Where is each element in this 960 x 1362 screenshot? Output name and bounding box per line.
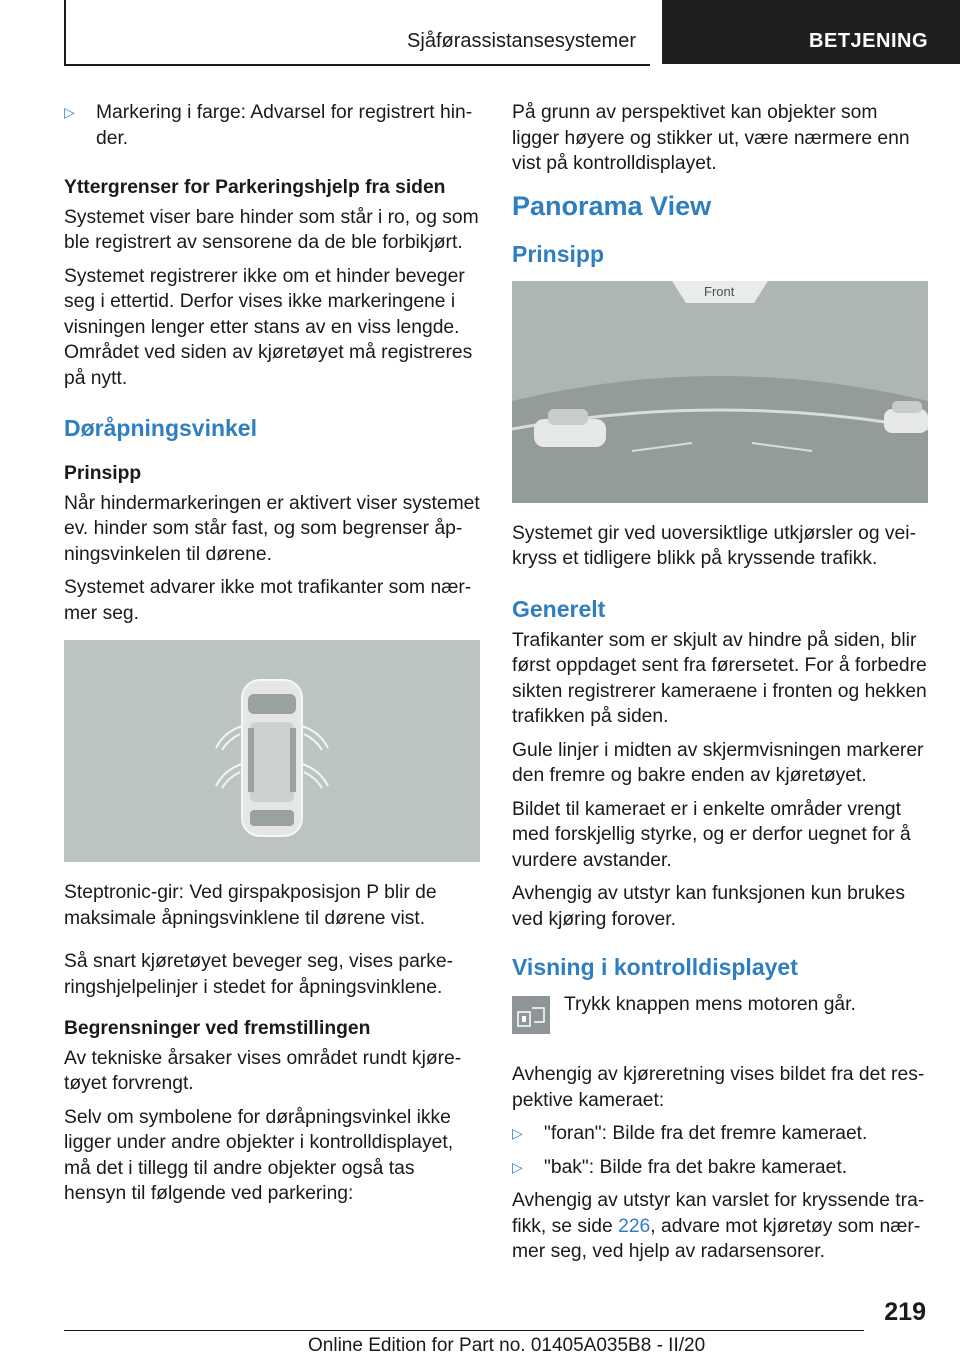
paragraph: På grunn av perspektivet kan objekter som ligger høyere og stikker ut, være nærmere enn vist på kontrolldisplayet. xyxy=(512,102,910,174)
page-link-226[interactable]: 226 xyxy=(618,1215,651,1237)
triangle-bullet-icon: ▷ xyxy=(64,104,75,120)
paragraph-cross-traffic: Avhengig av utstyr kan varslet for kryssende trafikk, se side 226, advare mot kjøretøy som nærmer seg, ved hjelp av radarsensorer. xyxy=(512,1190,925,1262)
button-instruction-text: Trykk knappen mens motoren går. xyxy=(564,994,856,1015)
paragraph: Systemet viser bare hinder som står i ro, og som ble registrert av sensorene da de ble forbikjørt. xyxy=(64,206,479,253)
list-item xyxy=(512,1121,928,1147)
car-top-view-illustration xyxy=(64,640,480,862)
heading-limits: Yttergrenser for Parkeringshjelp fra siden xyxy=(64,177,446,198)
triangle-bullet-icon: ▷ xyxy=(512,1125,523,1141)
list-item xyxy=(64,100,480,151)
camera-button-icon xyxy=(512,996,550,1034)
list-item-text: "bak": Bilde fra det bakre kameraet. xyxy=(544,1156,848,1178)
heading-general: Generelt xyxy=(512,595,606,622)
panorama-view-figure xyxy=(512,281,928,503)
door-angle-figure xyxy=(64,640,480,862)
list-item-text: Markering i farge: Advarsel for registrert hinder. xyxy=(96,102,473,149)
paragraph: Når hindermarkeringen er aktivert viser systemet ev. hinder som står fast, og som begrenser åpningsvinkelen til dørene. xyxy=(64,492,480,565)
paragraph: Bildet til kameraet er i enkelte områder vrengt med forskjellig styrke, og er derfor uegnet for å vurdere avstander. xyxy=(512,798,911,871)
heading-door-angle: Døråpningsvinkel xyxy=(64,415,257,441)
footer-divider xyxy=(64,1330,864,1331)
paragraph: Systemet advarer ikke mot trafikanter som nærmer seg. xyxy=(64,577,472,624)
paragraph: Avhengig av utstyr kan funksjonen kun brukes ved kjøring forover. xyxy=(512,883,906,930)
page-header xyxy=(0,0,960,66)
heading-display: Visning i kontrolldisplayet xyxy=(512,954,798,980)
section-title: Sjåførassistansesystemer xyxy=(407,30,636,52)
footer-edition: Online Edition for Part no. 01405A035B8 - II/20 xyxy=(308,1335,706,1356)
paragraph: Selv om symbolene for døråpningsvinkel ikke ligger under andre objekter i kontrolldisplayet, må det i tillegg til andre objekter også tas hensyn til følgende ved parkering: xyxy=(64,1106,454,1204)
heading-principle-right: Prinsipp xyxy=(512,240,605,267)
triangle-bullet-icon: ▷ xyxy=(512,1158,523,1175)
heading-restrictions: Begrensninger ved fremstillingen xyxy=(64,1018,371,1039)
list-item xyxy=(512,1155,928,1181)
right-column xyxy=(512,100,928,1273)
paragraph: Systemet gir ved uoversiktlige utkjørsler og veikryss et tidligere blikk på kryssende trafikk. xyxy=(512,522,916,569)
panorama-front-label: Front xyxy=(704,283,735,299)
list-item-text: "foran": Bilde fra det fremre kameraet. xyxy=(544,1123,868,1144)
section-header xyxy=(64,0,650,66)
paragraph: Så snart kjøretøyet beveger seg, vises parkeringshjelpelinjer i stedet for åpningsvinklene. xyxy=(64,951,453,998)
heading-principle: Prinsipp xyxy=(64,463,142,484)
left-column xyxy=(64,100,480,1215)
heading-panorama-view: Panorama View xyxy=(512,190,712,221)
page-number: 219 xyxy=(884,1298,926,1326)
paragraph: Trafikanter som er skjult av hindre på siden, blir først oppdaget sent fra førersetet. For å forbedre sikten registrerer kameraene i fronten og hekken trafikken på siden. xyxy=(512,629,927,727)
camera-button-instruction xyxy=(512,992,928,1052)
paragraph: Gule linjer i midten av skjermvisningen markerer den fremre og bakre enden av kjøretøyet. xyxy=(512,739,924,786)
panorama-camera-illustration xyxy=(512,281,928,503)
paragraph: Av tekniske årsaker vises området rundt kjøretøyet forvrengt. xyxy=(64,1047,462,1094)
paragraph: Avhengig av kjøreretning vises bildet fra det respektive kameraet: xyxy=(512,1064,925,1111)
paragraph: Systemet registrerer ikke om et hinder beveger seg i ettertid. Derfor vises ikke markeringene i visningen lenger etter stans av en viss lengde. Området ved siden av kjøretøyet må registreres på nytt. xyxy=(64,265,473,389)
chapter-tab xyxy=(662,0,960,64)
paragraph: Steptronic-gir: Ved girspakposisjon P blir de maksimale åpningsvinklene til dørene vist. xyxy=(64,882,437,929)
chapter-tab-label: BETJENING xyxy=(809,30,928,52)
